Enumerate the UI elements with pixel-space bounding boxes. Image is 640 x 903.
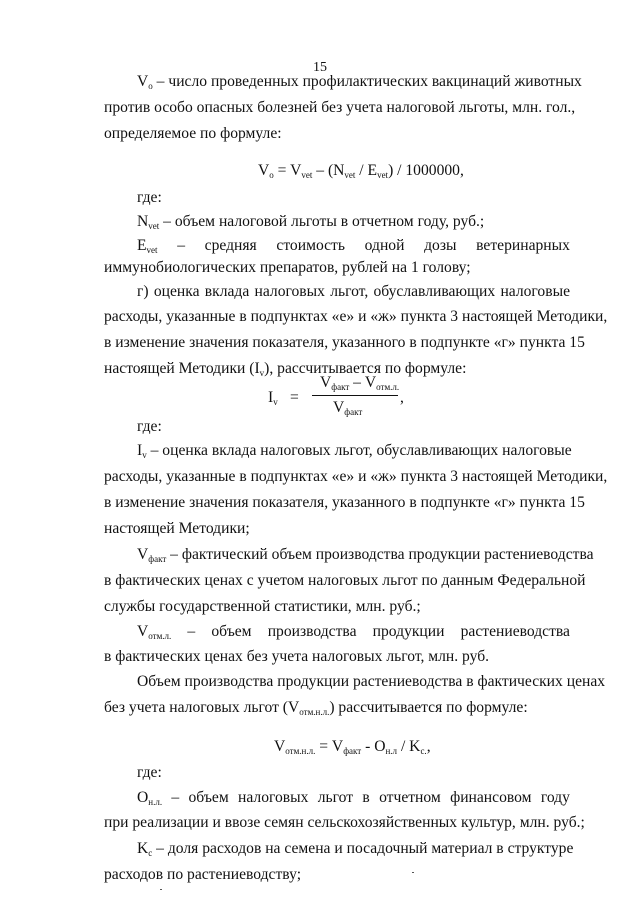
vfakt-definition-line-1: $V_{факт}$ – фактический объем производства продукции растениеводства bbox=[137, 546, 594, 564]
vo-definition-line-2: против особо опасных болезней без учета налоговой льготы, млн. гол., bbox=[104, 99, 576, 116]
onl-definition-line-2: при реализации и ввозе семян сельскохозяйственных культур, млн. руб.; bbox=[104, 814, 585, 831]
formula-iv bbox=[268, 374, 418, 424]
formula-iv-denominator: $V_{факт}$ bbox=[333, 399, 363, 417]
iv-definition-line-1: $I_v$ – оценка вклада налоговых льгот, обуславливающих налоговые bbox=[137, 442, 572, 460]
subparagraph-g-line-2: расходы, указанные в подпунктах «е» и «ж» пункта 3 настоящей Методики, bbox=[104, 308, 608, 325]
vo-definition-line-3: определяемое по формуле: bbox=[104, 125, 282, 142]
kc-definition-line-1: $K_с$ – доля расходов на семена и посадочный материал в структуре bbox=[137, 840, 574, 858]
volume-paragraph-line-1: Объем производства продукции растениеводства в фактических ценах bbox=[137, 673, 606, 690]
page-number: 15 bbox=[313, 60, 327, 75]
iv-definition-line-2: расходы, указанные в подпунктах «е» и «ж» пункта 3 настоящей Методики, bbox=[104, 468, 608, 485]
where-label-1: где: bbox=[137, 189, 162, 206]
iv-definition-line-3: в изменение значения показателя, указанного в подпункте «г» пункта 15 bbox=[104, 494, 585, 511]
iv-definition-line-4: настоящей Методики; bbox=[104, 520, 250, 537]
evet-definition-line-1: $E_{vet}$ – средняя стоимость одной дозы ветеринарных bbox=[137, 237, 570, 255]
formula-vo: $V_o = V_{vet} - (N_{vet} / E_{vet}) / 1000000$, bbox=[258, 162, 464, 180]
vo-definition-line-1: $V_o$ – число проведенных профилактических вакцинаций животных bbox=[137, 73, 582, 91]
scan-speck bbox=[160, 889, 162, 890]
vfakt-definition-line-2: в фактических ценах с учетом налоговых льгот по данным Федеральной bbox=[104, 572, 586, 589]
onl-definition-line-1: $O_{н.л.}$ – объем налоговых льгот в отчетном финансовом году bbox=[137, 789, 570, 807]
subparagraph-g-line-1: г) оценка вклада налоговых льгот, обуславливающих налоговые bbox=[137, 283, 570, 300]
formula-iv-lhs: $I_v$ bbox=[268, 389, 278, 407]
scan-speck bbox=[412, 872, 414, 873]
formula-iv-comma: , bbox=[400, 389, 404, 406]
subparagraph-g-line-3: в изменение значения показателя, указанного в подпункте «г» пункта 15 bbox=[104, 334, 585, 351]
kc-definition-line-2: расходов по растениеводству; bbox=[104, 866, 302, 883]
vfakt-definition-line-3: службы государственной статистики, млн. руб.; bbox=[104, 598, 421, 615]
votm-definition-line-2: в фактических ценах без учета налоговых льгот, млн. руб. bbox=[104, 648, 490, 665]
where-label-3: где: bbox=[137, 764, 162, 781]
nvet-definition: $N_{vet}$ – объем налоговой льготы в отчетном году, руб.; bbox=[137, 213, 485, 231]
evet-definition-line-2: иммунобиологических препаратов, рублей на 1 голову; bbox=[104, 259, 471, 276]
fraction-bar bbox=[312, 395, 398, 396]
subparagraph-g-line-4: настоящей Методики $(I_v)$, рассчитывается по формуле: bbox=[104, 360, 467, 378]
formula-iv-equals: = bbox=[290, 389, 299, 406]
formula-iv-numerator: $V_{факт} - V_{отм.л.}$ bbox=[320, 374, 400, 392]
where-label-2: где: bbox=[137, 418, 162, 435]
volume-paragraph-line-2: без учета налоговых льгот $(V_{отм.н.л.})$ рассчитывается по формуле: bbox=[104, 699, 528, 717]
formula-votm: $V_{отм.н.л.} = V_{факт} - O_{н.л} / K_{с.}$, bbox=[274, 738, 431, 756]
votm-definition-line-1: $V_{отм.л.}$ – объем производства продукции растениеводства bbox=[137, 623, 570, 641]
